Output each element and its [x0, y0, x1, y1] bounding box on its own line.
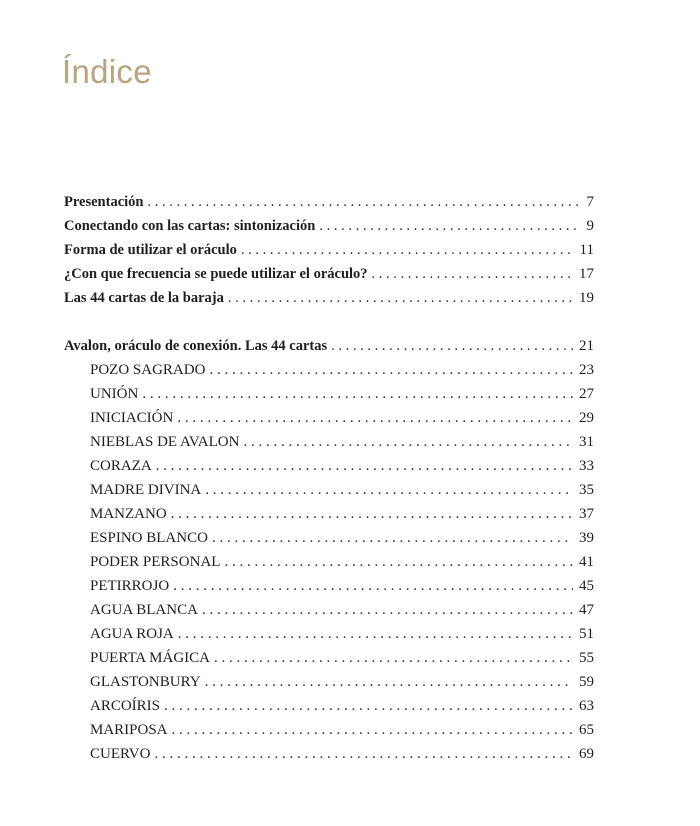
toc-card-page: 55 — [579, 650, 594, 666]
toc-card-page: 59 — [579, 674, 594, 690]
toc-card-label: MARIPOSA — [90, 722, 168, 738]
toc-card-page: 41 — [579, 554, 594, 570]
toc-card-page: 47 — [579, 602, 594, 618]
dot-leader — [319, 214, 580, 238]
dot-leader — [171, 502, 573, 526]
dot-leader — [147, 190, 580, 214]
toc-card-label: AGUA ROJA — [90, 626, 174, 642]
toc-card-label: GLASTONBURY — [90, 674, 201, 690]
toc-card-entry[interactable] — [64, 694, 594, 718]
page-title: Índice — [62, 53, 152, 90]
toc-card-entry[interactable] — [64, 646, 594, 670]
toc-entry[interactable] — [64, 286, 594, 310]
dot-leader — [173, 574, 573, 598]
toc-card-label: NIEBLAS DE AVALON — [90, 434, 240, 450]
toc-card-label: ARCOÍRIS — [90, 698, 161, 714]
toc-avalon-section — [64, 334, 594, 766]
toc-entry-page: 7 — [586, 194, 594, 210]
toc-entry[interactable] — [64, 262, 594, 286]
dot-leader — [172, 718, 573, 742]
toc-card-page: 33 — [579, 458, 594, 474]
dot-leader — [164, 694, 573, 718]
dot-leader — [142, 382, 573, 406]
toc-card-entry[interactable] — [64, 598, 594, 622]
dot-leader — [241, 238, 574, 262]
toc-card-entry[interactable] — [64, 574, 594, 598]
toc-entry-page: 21 — [579, 338, 594, 354]
toc-card-page: 69 — [579, 746, 594, 762]
toc-card-label: ESPINO BLANCO — [90, 530, 208, 546]
toc-card-entry[interactable] — [64, 742, 594, 766]
dot-leader — [156, 454, 573, 478]
toc-entry[interactable] — [64, 238, 594, 262]
toc-card-page: 37 — [579, 506, 594, 522]
toc-card-entry[interactable] — [64, 382, 594, 406]
toc-entry[interactable] — [64, 214, 594, 238]
toc-card-entry[interactable] — [64, 526, 594, 550]
toc-card-label: PODER PERSONAL — [90, 554, 221, 570]
dot-leader — [214, 646, 573, 670]
toc-card-label: MANZANO — [90, 506, 167, 522]
toc-entry[interactable] — [64, 190, 594, 214]
toc-card-entry[interactable] — [64, 550, 594, 574]
toc-card-page: 35 — [579, 482, 594, 498]
toc-main-list — [64, 190, 594, 310]
toc-card-page: 51 — [579, 626, 594, 642]
toc-card-entry[interactable] — [64, 430, 594, 454]
toc-card-label: PETIRROJO — [90, 578, 170, 594]
toc-card-label: INICIACIÓN — [90, 410, 174, 426]
toc-card-page: 27 — [579, 386, 594, 402]
toc-entry-label: Avalon, oráculo de conexión. Las 44 cartas — [64, 338, 328, 354]
toc-entry-label: Las 44 cartas de la baraja — [64, 290, 224, 306]
dot-leader — [331, 334, 573, 358]
toc-section-heading[interactable] — [64, 334, 594, 358]
toc-card-page: 65 — [579, 722, 594, 738]
toc-card-label: MADRE DIVINA — [90, 482, 202, 498]
dot-leader — [205, 478, 573, 502]
toc-card-label: POZO SAGRADO — [90, 362, 206, 378]
toc-card-page: 23 — [579, 362, 594, 378]
toc-entry-label: Conectando con las cartas: sintonización — [64, 218, 316, 234]
toc-entry-label: Presentación — [64, 194, 144, 210]
toc-entry-label: ¿Con que frecuencia se puede utilizar el oráculo? — [64, 266, 368, 282]
dot-leader — [154, 742, 573, 766]
toc-card-label: AGUA BLANCA — [90, 602, 198, 618]
toc-card-page: 31 — [579, 434, 594, 450]
dot-leader — [228, 286, 573, 310]
toc-entry-page: 11 — [579, 242, 594, 258]
toc-card-entry[interactable] — [64, 478, 594, 502]
toc-card-label: UNIÓN — [90, 386, 139, 402]
dot-leader — [205, 670, 573, 694]
toc-card-page: 45 — [579, 578, 594, 594]
toc-card-entry[interactable] — [64, 502, 594, 526]
toc-entry-page: 19 — [579, 290, 594, 306]
toc-card-entry[interactable] — [64, 670, 594, 694]
dot-leader — [177, 406, 573, 430]
toc-card-page: 63 — [579, 698, 594, 714]
dot-leader — [224, 550, 573, 574]
dot-leader — [212, 526, 573, 550]
toc-card-entry[interactable] — [64, 622, 594, 646]
toc-card-entry[interactable] — [64, 406, 594, 430]
toc-card-label: CORAZA — [90, 458, 152, 474]
dot-leader — [202, 598, 573, 622]
dot-leader — [372, 262, 573, 286]
toc-entry-page: 17 — [579, 266, 594, 282]
toc-card-entry[interactable] — [64, 454, 594, 478]
toc-card-page: 29 — [579, 410, 594, 426]
toc-card-entry[interactable] — [64, 358, 594, 382]
dot-leader — [178, 622, 573, 646]
toc-card-entry[interactable] — [64, 718, 594, 742]
toc-entry-page: 9 — [586, 218, 594, 234]
toc-card-label: PUERTA MÁGICA — [90, 650, 210, 666]
dot-leader — [243, 430, 573, 454]
toc-card-label: CUERVO — [90, 746, 151, 762]
toc-entry-label: Forma de utilizar el oráculo — [64, 242, 237, 258]
dot-leader — [209, 358, 573, 382]
toc-card-page: 39 — [579, 530, 594, 546]
